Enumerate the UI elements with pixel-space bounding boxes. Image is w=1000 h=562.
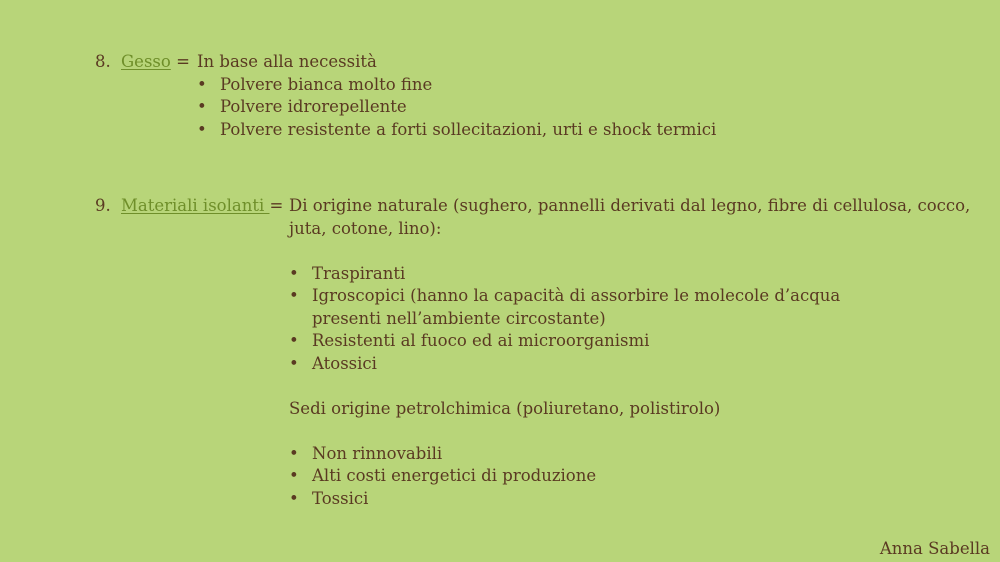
- materiali-isolanti-link[interactable]: Materiali isolanti: [121, 196, 270, 215]
- item-8-bullet-list: [197, 74, 897, 142]
- petrochemical-bullet-list: [289, 443, 939, 511]
- item-9-equals: =: [269, 196, 284, 215]
- list-item: • Resistenti al fuoco ed ai microorganismi: [289, 330, 889, 353]
- item-9-term: [121, 195, 283, 218]
- list-item: • Alti costi energetici di produzione: [289, 465, 939, 488]
- list-item: • Tossici: [289, 488, 939, 511]
- item-9-intro-line-1: Di origine naturale (sughero, pannelli derivati dal legno, fibre di cellulosa, cocco,: [289, 196, 971, 215]
- item-8-term: [121, 51, 190, 74]
- list-item: • Polvere resistente a forti sollecitazioni, urti e shock termici: [197, 119, 897, 142]
- item-8-body: [197, 51, 897, 141]
- natural-bullet-list: [289, 263, 889, 376]
- list-item: • Atossici: [289, 353, 889, 376]
- item-8-intro: In base alla necessità: [197, 52, 377, 71]
- list-item: • Polvere bianca molto fine: [197, 74, 897, 97]
- item-9-number: 9.: [95, 196, 111, 215]
- petrochemical-intro: Sedi origine petrolchimica (poliuretano, polistirolo): [289, 398, 721, 418]
- item-8-equals: =: [176, 52, 190, 71]
- list-item: • Traspiranti: [289, 263, 889, 286]
- item-8-number: 8.: [95, 52, 111, 71]
- item-9-intro-line-2: juta, cotone, lino):: [289, 218, 442, 238]
- list-item: • Igroscopici (hanno la capacità di assorbire le molecole d’acqua presenti nell’ambiente circostante): [289, 285, 889, 330]
- author-footer: Anna Sabella: [879, 539, 990, 558]
- gesso-link[interactable]: Gesso: [121, 52, 171, 71]
- list-item: • Polvere idrorepellente: [197, 96, 897, 119]
- item-9-body: [289, 195, 971, 510]
- list-item: • Non rinnovabili: [289, 443, 939, 466]
